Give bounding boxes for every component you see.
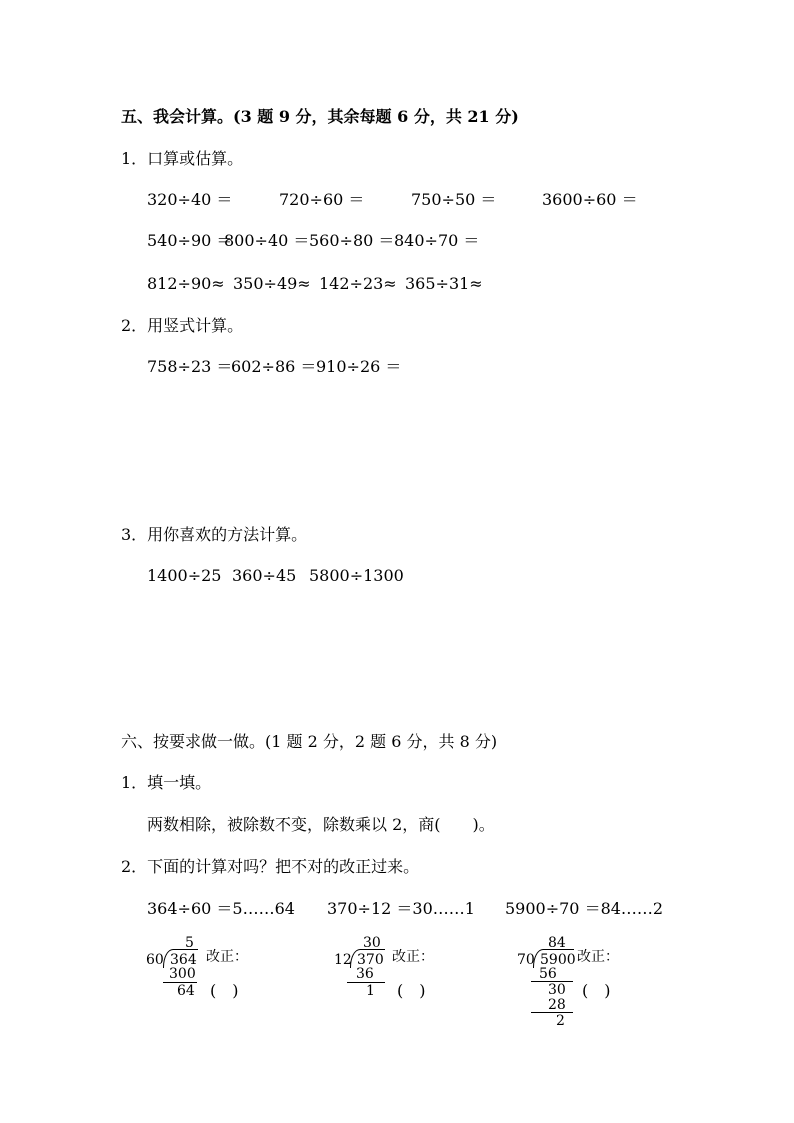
correction-label: 改正：: [392, 949, 434, 965]
s6-q2-label: 2．下面的计算对吗？把不对的改正过来。: [121, 857, 420, 876]
div1-divisor: 60: [146, 952, 164, 968]
q1-item: 840÷70 ＝: [394, 231, 480, 250]
div2-quotient: 30: [363, 935, 381, 951]
answer-blank[interactable]: ( ): [582, 981, 611, 1000]
q1-item: 142÷23≈: [319, 274, 397, 293]
div1-remainder: 64: [177, 983, 195, 999]
q1-item: 320÷40 ＝: [147, 190, 233, 209]
section5-heading: 五、我会计算。(3 题 9 分，其余每题 6 分，共 21 分): [121, 107, 519, 126]
div2-product: 36: [356, 966, 374, 982]
div3-step: 30: [548, 982, 566, 998]
div2-remainder: 1: [366, 983, 375, 999]
div3-quotient: 84: [548, 935, 566, 951]
equation-1: 364÷60 ＝5……64: [147, 899, 295, 918]
div3-product1: 56: [539, 966, 557, 982]
div1-product: 300: [169, 966, 196, 982]
div3-divisor: 70: [517, 952, 535, 968]
q2-label: 2．用竖式计算。: [121, 316, 244, 335]
div3-rule-2: [531, 1012, 573, 1013]
q1-item: 350÷49≈: [233, 274, 311, 293]
q1-item: 540÷90 ＝: [147, 231, 233, 250]
q1-item: 365÷31≈: [405, 274, 483, 293]
section6-heading: 六、按要求做一做。(1 题 2 分，2 题 6 分，共 8 分): [121, 732, 498, 751]
s6-q1-text: 两数相除，被除数不变，除数乘以 2，商( )。: [147, 815, 495, 834]
q1-item: 720÷60 ＝: [279, 190, 365, 209]
div2-divisor: 12: [334, 952, 352, 968]
correction-label: 改正：: [577, 949, 619, 965]
equation-2: 370÷12 ＝30……1: [327, 899, 475, 918]
q1-item: 812÷90≈: [147, 274, 225, 293]
q3-label: 3．用你喜欢的方法计算。: [121, 525, 308, 544]
s6-q1-label: 1．填一填。: [121, 773, 212, 792]
div1-dividend: 364: [170, 952, 197, 968]
q1-item: 800÷40 ＝: [224, 231, 310, 250]
div2-dividend: 370: [357, 952, 384, 968]
q2-item: 602÷86 ＝: [231, 357, 317, 376]
q1-item: 3600÷60 ＝: [542, 190, 638, 209]
q3-item: 360÷45: [232, 566, 297, 585]
q2-item: 758÷23 ＝: [147, 357, 233, 376]
q1-label: 1．口算或估算。: [121, 149, 244, 168]
q2-item: 910÷26 ＝: [316, 357, 402, 376]
div3-remainder: 2: [556, 1013, 565, 1029]
div1-quotient: 5: [185, 935, 194, 951]
answer-blank[interactable]: ( ): [210, 981, 239, 1000]
div3-dividend: 5900: [540, 952, 576, 968]
correction-label: 改正：: [206, 949, 248, 965]
q3-item: 5800÷1300: [309, 566, 404, 585]
q1-item: 750÷50 ＝: [411, 190, 497, 209]
q3-item: 1400÷25: [147, 566, 222, 585]
div3-product2: 28: [548, 997, 566, 1013]
q1-item: 560÷80 ＝: [309, 231, 395, 250]
equation-3: 5900÷70 ＝84……2: [505, 899, 664, 918]
answer-blank[interactable]: ( ): [397, 981, 426, 1000]
